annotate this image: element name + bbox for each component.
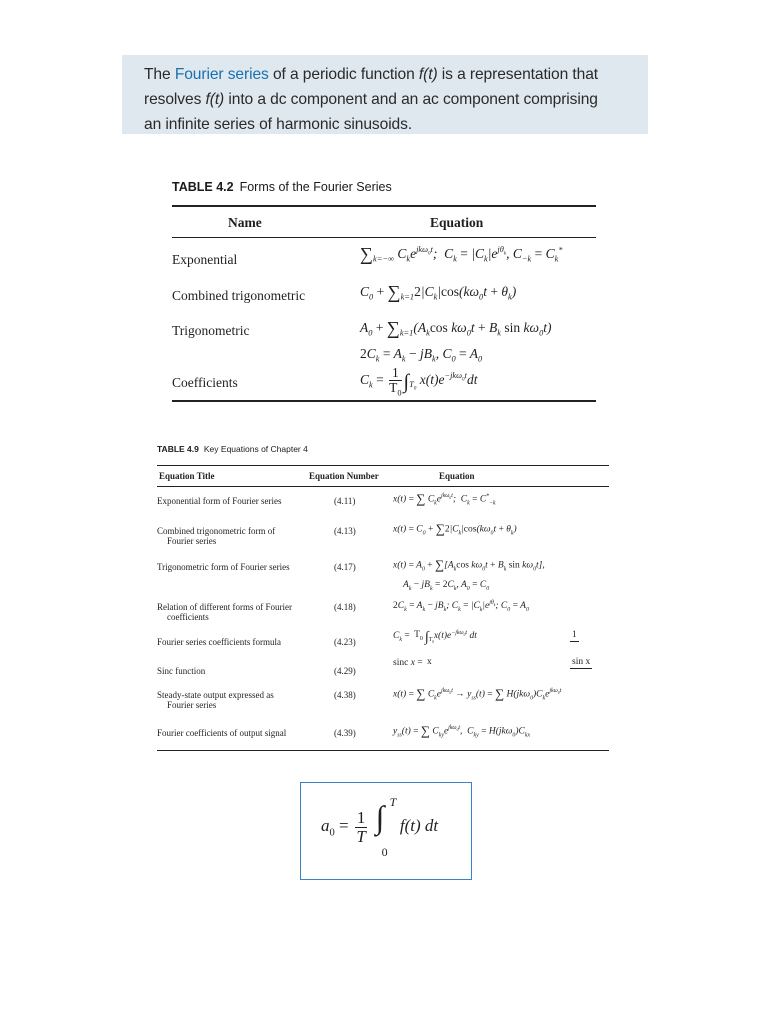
table-4-9: TABLE 4.9 Key Equations of Chapter 4 Equation Title Equation Number Equation Exponential form of Fourier series (4.11) x(t) = ∑ $C_ke^{jk\omega_0t}$; $C_k = C^*_{-k}$ Combined trigonometric form of Fourier series (4.13) $x(t) = C_0 + \sum 2|C_k|\cos(k\omega_0t + \theta_k)$ Trigonometric form of Fourier series (4.17) $x(t) = A_0 + \sum[A_k\cos$ $k\omega_0t + B_k$ $\sin k\omega_0t$], $A_k - jB_k = 2C_k$, $A_0 = C_0$ Relation of different forms of Fourier coefficients (4.18) $2C_k = A_k - jB_k$; $C_k = |C_k|e^{j\theta_k}$; $C_0 = A_0$ Fourier series coefficients formula (4.23) $C_k$ = 1 $T_0$ $\int_{T_0}x(t)e^{-jk\omega_0t}$ dt Sinc function (4.29) sinc x = sin x x Steady-state output expressed as Fourier series (4.38) x(t) = ∑ $C_ke^{jk\omega_0t} \to y_{ss}(t)$ = ∑ $H(jk\omega_0)C_ke^{jk\omega_0t}$ Fourier coefficients of output signal (4.39) $y_{ss}(t)$ = ∑ $C_{ky}e^{jk\omega_0t}$, $C_{ky} = H(jk\omega_0)C_{kx}$	[157, 444, 609, 454]
column-header-equation: Equation	[430, 215, 484, 230]
table-header-rule	[172, 237, 596, 238]
fourier-series-term: Fourier series	[174, 66, 269, 83]
table-bottom-rule	[157, 750, 609, 751]
definition-line-3: an infinite series of harmonic sinusoids.	[144, 116, 413, 133]
equation-combined-trig: $C_0 + \sum_{k=1}2|C_k|\cos(k\omega_0t + \theta_k)$	[360, 282, 517, 302]
integral: ∫ T 0	[375, 795, 397, 859]
table-row-name: Combined trigonometric	[172, 288, 306, 303]
table-caption: TABLE 4.2 Forms of the Fourier Series	[172, 180, 392, 194]
table-row-name: Trigonometric	[172, 323, 250, 338]
column-header-equation: Equation	[439, 471, 475, 481]
table-row-name: Exponential	[172, 252, 238, 267]
definition-line-2: resolves f(t) into a dc component and an ac component comprising	[144, 91, 598, 108]
equation-exponential: $\sum_{k=-\infty}$ $C_ke^{jk\omega_0t}$; $C_k = |C_k|e^{j\theta_k}$, $C_{-k} = C_k^*$	[360, 244, 563, 264]
definition-box	[122, 55, 648, 134]
equation-trig-relation: $2C_k = A_k - jB_k$, $C_0 = A_0$	[360, 346, 483, 364]
fraction: $\frac{1}{T}$	[356, 807, 366, 846]
table-caption: TABLE 4.9 Key Equations of Chapter 4	[157, 444, 308, 454]
table-4-2	[172, 180, 596, 398]
table-bottom-rule	[172, 400, 596, 402]
column-header-name: Name	[228, 215, 262, 230]
table-row-name: Coefficients	[172, 375, 238, 390]
equation-trig: $A_0 + \sum_{k=1}(A_k\cos$ $k\omega_0t + B_k$ $\sin k\omega_0t$)	[360, 318, 552, 338]
equation-coefficients: $C_k$ = $\frac{1}{T_0}$ $\int_{T_0}$ $x(t)e^{-jk\omega_0t}dt$	[360, 365, 478, 398]
column-header-title: Equation Title	[159, 471, 215, 481]
column-header-number: Equation Number	[309, 471, 379, 481]
a0-formula-box	[300, 782, 472, 880]
table-top-rule	[157, 465, 609, 466]
table-header-rule	[157, 486, 609, 487]
a0-formula: $a_0$ = $\frac{1}{T}$ ∫ T 0 f(t) dt	[321, 795, 439, 859]
table-top-rule	[172, 205, 596, 207]
definition-line-1: The Fourier series of a periodic function f(t) is a representation that	[144, 66, 599, 83]
